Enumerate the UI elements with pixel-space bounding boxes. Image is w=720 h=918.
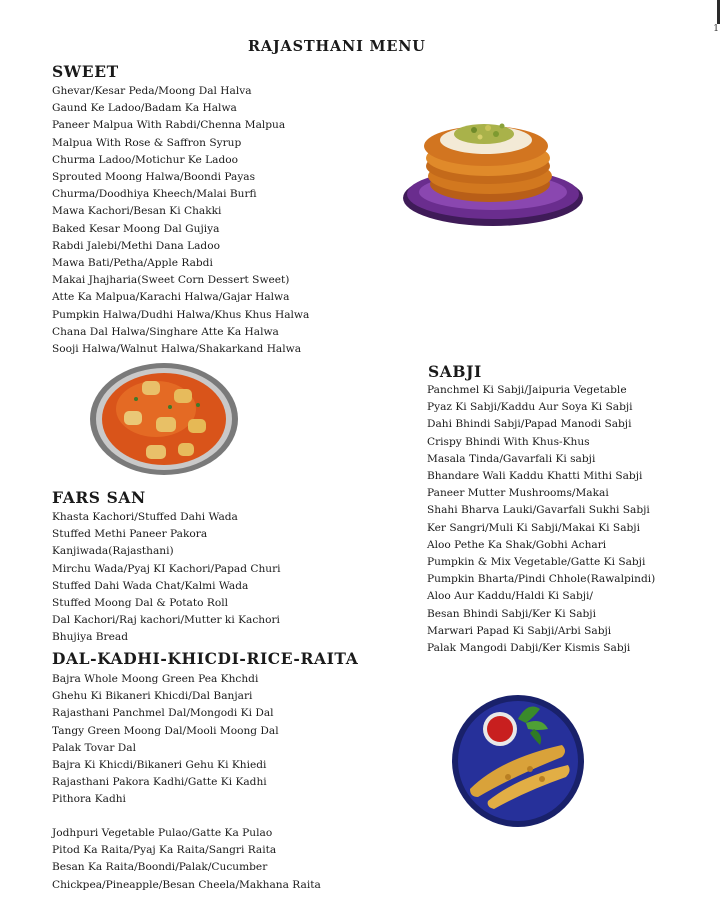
sweet-item: Malpua With Rose & Saffron Syrup [52, 136, 242, 149]
farsan-item: Dal Kachori/Raj kachori/Mutter ki Kachori [52, 614, 280, 627]
dal-item: Bajra Whole Moong Green Pea Khchdi [52, 673, 259, 685]
sweet-list [52, 83, 309, 358]
sweet-item: Churma/Doodhiya Kheech/Malai Burfi [52, 188, 257, 201]
sweet-item: Atte Ka Malpua/Karachi Halwa/Gajar Halwa [52, 291, 290, 304]
sweet-item: Churma Ladoo/Motichur Ke Ladoo [52, 153, 239, 166]
rice-raita-item: Chickpea/Pineapple/Besan Cheela/Makhana Raita [52, 878, 321, 891]
sabji-item: Pyaz Ki Sabji/Kaddu Aur Soya Ki Sabji [427, 401, 633, 414]
dal-item: Ghehu Ki Bikaneri Khicdi/Dal Banjari [52, 690, 253, 703]
dal-item: Rajasthani Pakora Kadhi/Gatte Ki Kadhi [52, 776, 267, 789]
farsan-item: Bhujiya Bread [52, 631, 128, 644]
sabji-item: Marwari Papad Ki Sabji/Arbi Sabji [427, 624, 612, 637]
rice-raita-item: Besan Ka Raita/Boondi/Palak/Cucumber [52, 861, 268, 874]
dal-item: Tangy Green Moong Dal/Mooli Moong Dal [52, 724, 279, 737]
farsan-item: Stuffed Dahi Wada Chat/Kalmi Wada [52, 579, 249, 592]
rice-raita-item: Jodhpuri Vegetable Pulao/Gatte Ka Pulao [52, 827, 273, 839]
sweet-item: Baked Kesar Moong Dal Gujiya [52, 222, 220, 235]
sabji-item: Aloo Pethe Ka Shak/Gobhi Achari [427, 538, 607, 551]
farsan-item: Kanjiwada(Rajasthani) [52, 545, 174, 558]
rice-raita-list [52, 825, 321, 894]
farsan-item: Stuffed Moong Dal & Potato Roll [52, 597, 229, 610]
page-number: 1 [713, 24, 719, 34]
sabji-list [427, 382, 655, 657]
sabji-heading: SABJI [428, 362, 482, 381]
sweet-item: Ghevar/Kesar Peda/Moong Dal Halva [52, 85, 252, 97]
sabji-item: Aloo Aur Kaddu/Haldi Ki Sabji/ [427, 590, 593, 603]
mirchi-pakora-plate-image [448, 689, 588, 829]
sweet-item: Gaund Ke Ladoo/Badam Ka Halwa [52, 102, 237, 115]
sabji-item: Pumpkin & Mix Vegetable/Gatte Ki Sabji [427, 556, 646, 569]
sweet-item: Rabdi Jalebi/Methi Dana Ladoo [52, 239, 220, 252]
sabji-item: Palak Mangodi Dabji/Ker Kismis Sabji [427, 642, 631, 655]
sabji-item: Dahi Bhindi Sabji/Papad Manodi Sabji [427, 418, 632, 431]
farsan-item: Khasta Kachori/Stuffed Dahi Wada [52, 511, 238, 523]
page-title: RAJASTHANI MENU [248, 38, 426, 55]
sweet-item: Paneer Malpua With Rabdi/Chenna Malpua [52, 119, 286, 132]
dal-item: Pithora Kadhi [52, 793, 126, 806]
dal-item: Palak Tovar Dal [52, 741, 137, 754]
sabji-item: Crispy Bhindi With Khus-Khus [427, 435, 590, 448]
sweet-item: Sooji Halwa/Walnut Halwa/Shakarkand Halwa [52, 343, 302, 356]
dal-list [52, 671, 279, 809]
malpua-plate-image [398, 100, 588, 232]
sweet-item: Pumpkin Halwa/Dudhi Halwa/Khus Khus Halwa [52, 308, 310, 321]
sabji-item: Bhandare Wali Kaddu Khatti Mithi Sabji [427, 470, 643, 483]
sabji-item: Pumpkin Bharta/Pindi Chhole(Rawalpindi) [427, 573, 656, 586]
farsan-heading: FARS SAN [52, 488, 146, 507]
sweet-item: Sprouted Moong Halwa/Boondi Payas [52, 171, 256, 184]
sabji-item: Masala Tinda/Gavarfali Ki sabji [427, 452, 596, 465]
gatte-curry-bowl-image [86, 359, 242, 479]
sabji-item: Panchmel Ki Sabji/Jaipuria Vegetable [427, 384, 627, 396]
sabji-item: Shahi Bharva Lauki/Gavarfali Sukhi Sabji [427, 504, 650, 517]
farsan-item: Mirchu Wada/Pyaj KI Kachori/Papad Churi [52, 562, 281, 575]
dal-item: Bajra Ki Khicdi/Bikaneri Gehu Ki Khiedi [52, 759, 267, 772]
farsan-list [52, 509, 281, 647]
dal-item: Rajasthani Panchmel Dal/Mongodi Ki Dal [52, 707, 274, 720]
sabji-item: Ker Sangri/Muli Ki Sabji/Makai Ki Sabji [427, 521, 640, 534]
farsan-item: Stuffed Methi Paneer Pakora [52, 528, 208, 541]
dal-heading: DAL-KADHI-KHICDI-RICE-RAITA [52, 649, 359, 668]
sweet-item: Chana Dal Halwa/Singhare Atte Ka Halwa [52, 325, 279, 338]
sabji-item: Paneer Mutter Mushrooms/Makai [427, 487, 609, 500]
rice-raita-item: Pitod Ka Raita/Pyaj Ka Raita/Sangri Raita [52, 844, 277, 857]
sabji-item: Besan Bhindi Sabji/Ker Ki Sabji [427, 607, 596, 620]
sweet-item: Mawa Bati/Petha/Apple Rabdi [52, 257, 213, 270]
sweet-heading: SWEET [52, 62, 119, 81]
sweet-item: Makai Jhajharia(Sweet Corn Dessert Sweet) [52, 274, 290, 287]
sweet-item: Mawa Kachori/Besan Ki Chakki [52, 205, 222, 218]
